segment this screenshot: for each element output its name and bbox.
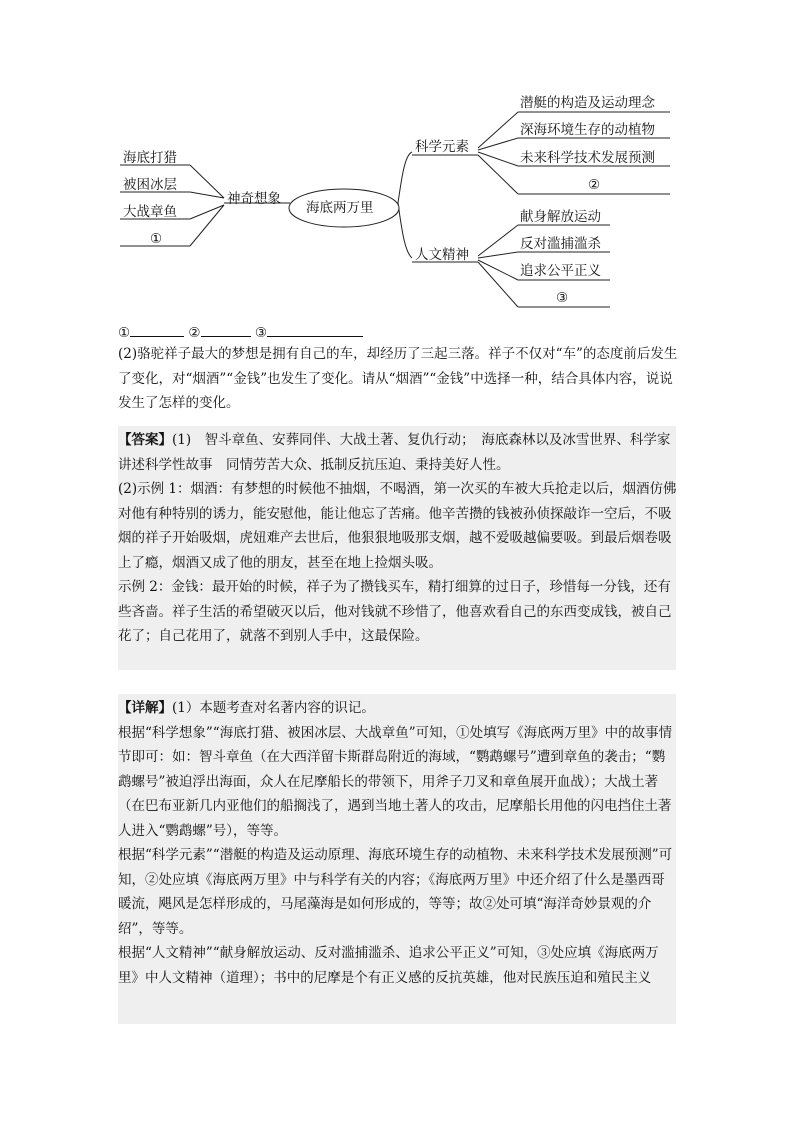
answer-part-1: (1) 智斗章鱼、安葬同伴、大战土著、复仇行动； 海底森林以及冰雪世界、科学家讲述科学性故事 同情劳苦大众、抵制反抗压迫、秉持美好人性。 [118,432,671,473]
answer-block [118,428,678,649]
blank-3-label: ③ [254,325,267,341]
left-item-4: ① [150,231,163,247]
answer-example-1: (2)示例 1：烟酒：有梦想的时候他不抽烟，不喝酒，第一次买的车被大兵抢走以后，烟酒仿佛对他有种特别的诱力，能安慰他，能让他忘了苦痛。他辛苦攒的钱被孙侦探敲诈一空后，不吸烟的祥子开始吸烟，虎妞难产去世后，他狠狠地吸那支烟，越不爱吸越偏要吸。到最后烟卷吸上了瘾，烟酒又成了他的朋友，甚至在地上捡烟头吸。 [118,481,677,571]
center-node-label: 海底两万里 [306,200,374,216]
mind-map [0,0,794,330]
science-item-3: 未来科学技术发展预测 [520,150,655,166]
humanity-item-2: 反对滥捕滥杀 [520,236,601,252]
science-item-1: 潜艇的构造及运动理念 [520,95,655,111]
answer-tag: 【答案】 [118,432,172,448]
detail-tag: 【详解】 [118,700,172,716]
science-item-4: ② [588,177,601,193]
blank-3-field[interactable] [267,322,363,337]
science-branch-label: 科学元素 [415,139,469,155]
left-item-2: 被困冰层 [123,177,177,193]
left-branch-label: 神奇想象 [227,191,281,207]
humanity-item-1: 献身解放运动 [520,209,601,225]
detail-para-2: 根据“科学元素”“潜艇的构造及运动原理、海底环境生存的动植物、未来科学技术发展预测”可知，②处应填《海底两万里》中与科学有关的内容；《海底两万里》中还介绍了什么是墨西哥暖流，飓风是怎样形成的，马尾藻海是如何形成的，等等；故②处可填“海洋奇妙景观的介绍”，等等。 [118,847,673,937]
blank-2-field[interactable] [201,322,251,337]
answer-blanks [118,322,363,341]
humanity-item-4: ③ [556,290,569,306]
humanity-branch-label: 人文精神 [415,247,469,263]
detail-para-1: 根据“科学想象”“海底打猎、被困冰层、大战章鱼”可知，①处填写《海底两万里》中的故事情节即可：如：智斗章鱼（在大西洋留卡斯群岛附近的海域，“鹦鹉螺号”遭到章鱼的袭击；“鹦鹉螺号”被迫浮出海面，众人在尼摩船长的带领下，用斧子刀叉和章鱼展开血战）；大战土著（在巴布亚新几内亚他们的船搁浅了，遇到当地土著人的攻击，尼摩船长用他的闪电挡住土著人进入“鹦鹉螺”号），等等。 [118,724,673,839]
science-item-2: 深海环境生存的动植物 [520,122,655,138]
answer-example-2: 示例 2：金钱：最开始的时候，祥子为了攒钱买车，精打细算的过日子，珍惜每一分钱，还有些吝啬。祥子生活的希望破灭以后，他对钱就不珍惜了，他喜欢看自己的东西变成钱，被自己花了；自己花用了，就落不到别人手中，这最保险。 [118,579,672,644]
detail-intro: (1）本题考查对名著内容的识记。 [172,700,375,716]
blank-1-label: ① [118,325,131,341]
question-2 [118,342,678,416]
humanity-item-3: 追求公平正义 [520,263,601,279]
detail-para-3: 根据“人文精神”“献身解放运动、反对滥捕滥杀、追求公平正义”可知，③处应填《海底两万里》中人文精神（道理）；书中的尼摩是个有正义感的反抗英雄，他对民族压迫和殖民主义 [118,945,659,986]
mind-map-lines [0,0,794,330]
question-2-text: (2)骆驼祥子最大的梦想是拥有自己的车，却经历了三起三落。祥子不仅对“车”的态度前后发生了变化，对“烟酒”“金钱”也发生了变化。请从“烟酒”“金钱”中选择一种，结合具体内容，说说发生了怎样的变化。 [118,346,678,411]
left-item-3: 大战章鱼 [123,204,177,220]
detail-block [118,696,678,990]
left-item-1: 海底打猎 [123,150,177,166]
blank-1-field[interactable] [130,322,184,337]
blank-2-label: ② [188,325,201,341]
